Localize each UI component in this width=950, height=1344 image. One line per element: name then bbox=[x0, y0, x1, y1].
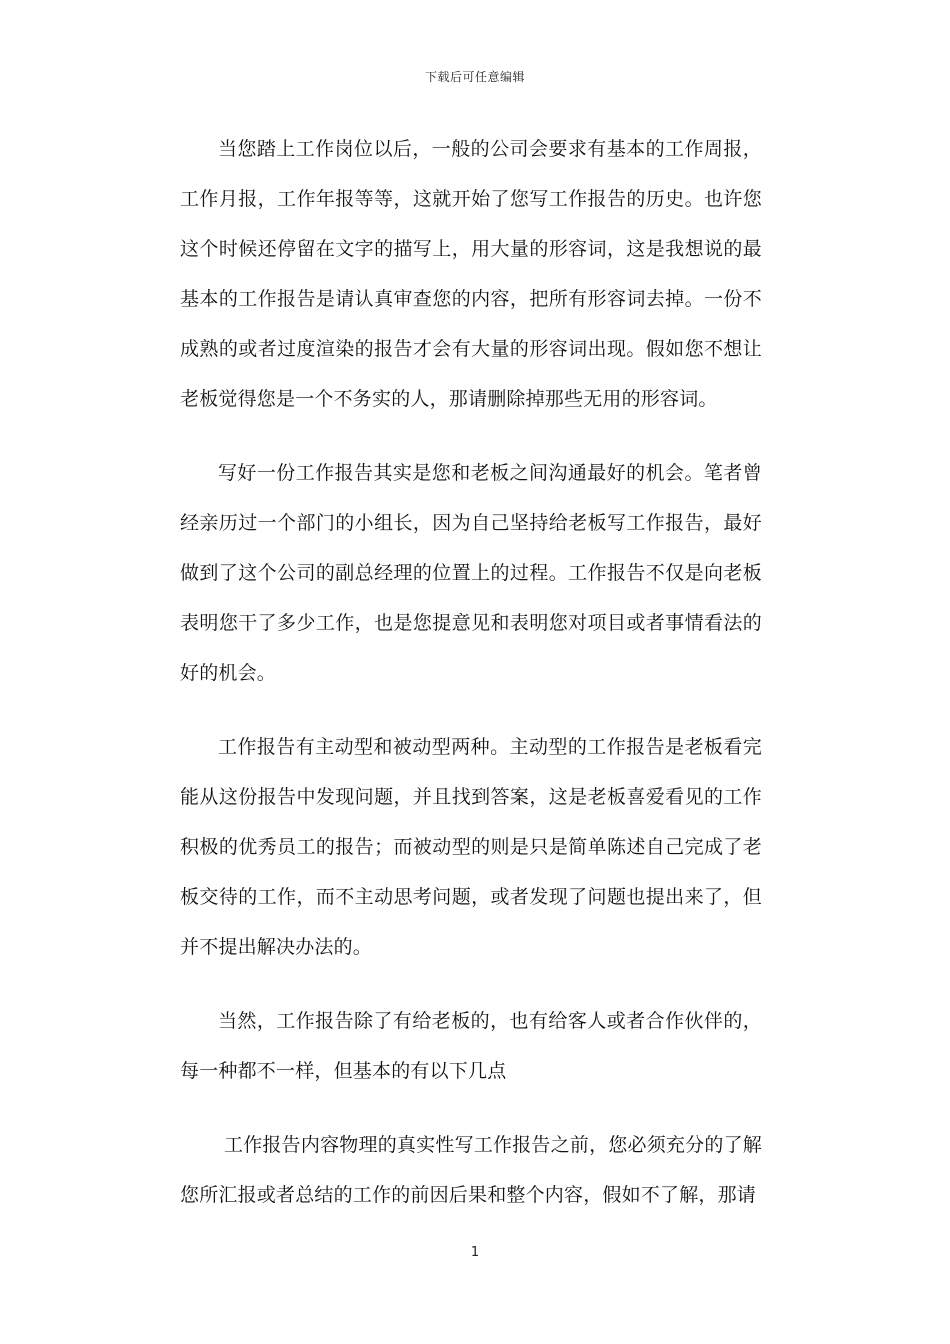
paragraph: 当您踏上工作岗位以后，一般的公司会要求有基本的工作周报，工作月报，工作年报等等，这就开始了您写工作报告的历史。也许您这个时候还停留在文字的描写上，用大量的形容词，这是我想说的最基本的工作报告是请认真审查您的内容，把所有形容词去掉。一份不成熟的或者过度渲染的报告才会有大量的形容词出现。假如您不想让老板觉得您是一个不务实的人，那请删除掉那些无用的形容词。 bbox=[180, 138, 762, 410]
page-number: 1 bbox=[470, 1245, 480, 1260]
paragraph: 工作报告内容物理的真实性写工作报告之前，您必须充分的了解您所汇报或者总结的工作的前因后果和整个内容，假如不了解，那请 bbox=[180, 1134, 762, 1206]
document-body bbox=[180, 124, 762, 1244]
paragraph: 当然，工作报告除了有给老板的，也有给客人或者合作伙伴的，每一种都不一样，但基本的有以下几点 bbox=[180, 1010, 762, 1082]
paragraph: 写好一份工作报告其实是您和老板之间沟通最好的机会。笔者曾经亲历过一个部门的小组长，因为自己坚持给老板写工作报告，最好做到了这个公司的副总经理的位置上的过程。工作报告不仅是向老板表明您干了多少工作，也是您提意见和表明您对项目或者事情看法的好的机会。 bbox=[180, 462, 762, 684]
paragraph: 工作报告有主动型和被动型两种。主动型的工作报告是老板看完能从这份报告中发现问题，并且找到答案，这是老板喜爱看见的工作积极的优秀员工的报告；而被动型的则是只是简单陈述自己完成了老板交待的工作，而不主动思考问题，或者发现了问题也提出来了，但并不提出解决办法的。 bbox=[180, 736, 762, 958]
page-header-note: 下载后可任意编辑 bbox=[424, 70, 525, 84]
